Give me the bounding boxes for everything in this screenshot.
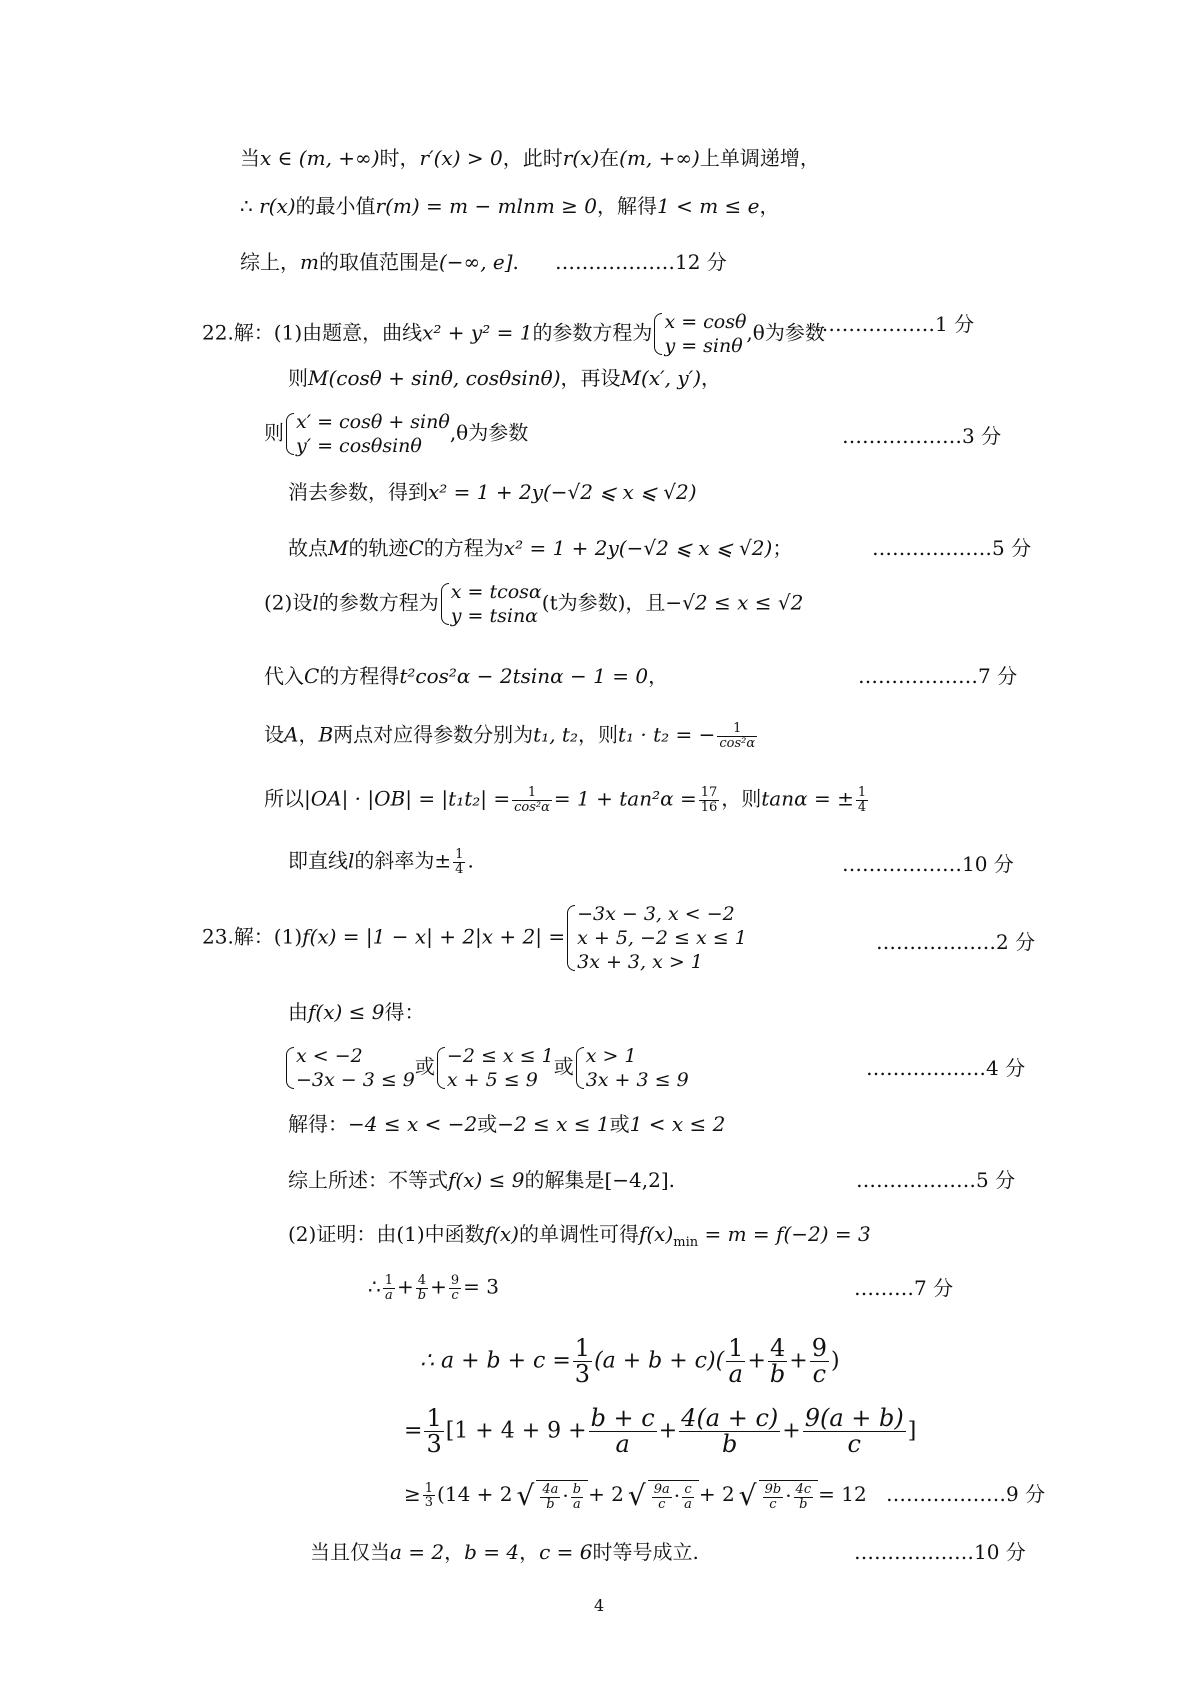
text-line <box>240 146 820 170</box>
text: 由 <box>288 1000 308 1024</box>
math: (−∞, e] <box>438 250 513 274</box>
math: −2 ≤ x ≤ 1 <box>497 1112 610 1136</box>
text: = <box>404 1418 423 1444</box>
fraction <box>589 1406 657 1457</box>
math: −√2 ≤ x ≤ √2 <box>665 590 804 615</box>
fraction <box>726 1336 745 1387</box>
text: 则 <box>288 366 308 390</box>
text-line <box>240 194 779 218</box>
text: ≥ <box>404 1482 421 1507</box>
fraction <box>453 848 465 876</box>
denominator: a <box>573 1496 581 1512</box>
text-line <box>264 664 668 688</box>
fraction <box>763 1483 784 1511</box>
text: 综上所述：不等式 <box>288 1168 448 1192</box>
text: ] <box>907 1418 917 1444</box>
text-line <box>264 410 528 458</box>
text: 或 <box>477 1112 498 1136</box>
score-mark: ………………9 分 <box>886 1482 1046 1506</box>
math: |OA| · |OB| = |t₁t₂| = <box>304 786 511 811</box>
fraction <box>383 1274 395 1302</box>
text: 则 <box>264 420 284 445</box>
text: 的方程得 <box>319 664 400 688</box>
text: ， <box>444 1540 465 1564</box>
text: 的轨迹 <box>348 536 409 560</box>
text: . <box>668 1168 676 1192</box>
denominator: 16 <box>700 799 718 815</box>
text: ∴ <box>240 194 260 218</box>
text: · <box>785 1483 792 1508</box>
equation: y = tsinα <box>450 605 539 627</box>
fraction <box>423 1482 435 1510</box>
fraction <box>571 1483 583 1511</box>
math: (14 + 2 <box>437 1482 513 1507</box>
text: ，则 <box>721 786 762 811</box>
text-line <box>288 480 697 504</box>
text: 22.解：(1)由题意，曲线 <box>202 320 423 345</box>
math: (m, +∞) <box>619 146 700 170</box>
text: 的斜率为 <box>354 848 435 873</box>
text: 故点 <box>288 536 328 560</box>
text: . <box>467 848 474 873</box>
text: ， <box>519 1540 540 1564</box>
text: + <box>430 1274 447 1299</box>
text-line <box>404 1406 916 1457</box>
text: ，此时 <box>502 146 563 170</box>
score-mark: ………………5 分 <box>872 536 1032 560</box>
denominator: c <box>658 1496 666 1512</box>
text: ， <box>648 664 669 688</box>
text-line <box>420 1336 840 1387</box>
text: 当 <box>240 146 260 170</box>
math: = 3 <box>463 1274 499 1299</box>
text: (2)设 <box>264 590 313 615</box>
text: 上单调递增， <box>699 146 820 170</box>
denominator: b <box>546 1496 555 1512</box>
text: 的方程为 <box>423 536 504 560</box>
text: ,θ为参数 <box>449 420 529 445</box>
numerator: 9(a + b) <box>804 1404 904 1432</box>
radicand <box>536 1480 588 1511</box>
radical-icon: √ <box>627 1478 646 1512</box>
fraction <box>540 1483 560 1511</box>
text: + <box>397 1274 414 1299</box>
numerator: 1 <box>574 1334 591 1362</box>
equation-system <box>574 1044 689 1092</box>
fraction <box>573 1336 592 1387</box>
math: = 1 + tan²α = <box>553 786 697 811</box>
equation: x′ = cosθ + sinθ <box>296 411 450 433</box>
text: 或 <box>553 1054 574 1079</box>
fraction <box>810 1336 829 1387</box>
denominator: c <box>769 1496 777 1512</box>
math: ± <box>434 848 452 873</box>
math: t²cos²α − 2tsinα − 1 = 0 <box>399 664 649 688</box>
equation: x > 1 <box>585 1045 637 1067</box>
denominator: c <box>812 1360 827 1389</box>
math: l <box>348 848 355 873</box>
fraction <box>794 1483 814 1511</box>
score-mark: ………………10 分 <box>854 1540 1026 1564</box>
denominator: c <box>847 1430 861 1459</box>
math: = 12 <box>818 1482 867 1507</box>
math: r(x) <box>259 194 296 218</box>
fraction <box>717 722 757 750</box>
text: 综上， <box>240 250 300 274</box>
text: ， <box>759 194 780 218</box>
math: tanα = ± <box>761 786 854 811</box>
question-22-line <box>202 310 825 358</box>
equation: −3x − 3, x < −2 <box>577 903 735 925</box>
math: c = 6 <box>539 1540 593 1564</box>
math: r(x) <box>562 146 600 170</box>
text: ， <box>701 366 721 390</box>
math: (a + b + c)( <box>594 1348 725 1374</box>
math: l <box>312 590 319 615</box>
equation: y = sinθ <box>664 335 743 357</box>
numerator: 1 <box>717 722 757 737</box>
math: f(x) <box>638 1222 674 1246</box>
numerator: b <box>572 1482 582 1497</box>
numerator: 1 <box>384 1273 394 1288</box>
numerator: 1 <box>512 786 552 801</box>
math: x ∈ (m, +∞) <box>260 146 380 170</box>
numerator: 9b <box>764 1482 782 1497</box>
numerator: 1 <box>857 785 867 800</box>
equation-system <box>284 410 450 458</box>
numerator: 9 <box>811 1334 827 1362</box>
text: ，解得 <box>597 194 657 218</box>
math: B <box>318 722 334 747</box>
text: ，再设 <box>560 366 621 390</box>
text-line <box>284 1044 689 1092</box>
math: M(x′, y′) <box>620 366 701 390</box>
text: 的取值范围是 <box>318 250 439 274</box>
numerator: 17 <box>700 785 718 800</box>
text: 消去参数，得到 <box>288 480 428 504</box>
math: + 2 <box>698 1482 735 1507</box>
math: f(x) <box>484 1222 519 1246</box>
numerator: 1 <box>426 1404 442 1432</box>
text: 的解集是 <box>524 1168 605 1192</box>
text-line <box>288 1000 424 1024</box>
fraction <box>416 1274 428 1302</box>
text-line <box>264 786 870 814</box>
piecewise-system <box>565 902 747 974</box>
text-line <box>404 1480 867 1511</box>
math: A <box>284 722 299 747</box>
denominator: 3 <box>424 1495 434 1511</box>
equation-system <box>435 1044 554 1092</box>
denominator: a <box>728 1360 743 1389</box>
denominator: c <box>451 1287 459 1303</box>
math: f(x) ≤ 9 <box>448 1168 525 1192</box>
score-mark: ………………2 分 <box>876 930 1036 954</box>
equation: 3x + 3 ≤ 9 <box>585 1069 689 1091</box>
math: b = 4 <box>464 1540 520 1564</box>
fraction <box>449 1274 461 1302</box>
math: a = 2 <box>390 1540 445 1564</box>
text: + <box>789 1348 808 1374</box>
numerator: b + c <box>590 1404 655 1432</box>
text-line <box>288 1168 675 1192</box>
math: C <box>408 536 424 560</box>
text: 在 <box>599 146 620 170</box>
math: t₁, t₂ <box>533 722 578 747</box>
text: 得： <box>384 1000 425 1024</box>
fraction <box>679 1406 780 1457</box>
fraction <box>803 1406 906 1457</box>
radicand <box>648 1480 699 1511</box>
text: 所以 <box>264 786 304 811</box>
math: f(x) ≤ 9 <box>308 1000 385 1024</box>
numerator: 4c <box>795 1482 812 1497</box>
numerator: 1 <box>728 1334 744 1362</box>
text-line <box>310 1540 699 1564</box>
numerator: 9a <box>653 1482 670 1497</box>
denominator: 4 <box>455 861 464 877</box>
denominator: 4 <box>857 799 867 815</box>
text: 或 <box>414 1054 435 1079</box>
denominator: b <box>417 1287 427 1303</box>
fraction <box>424 1406 443 1457</box>
subscript: min <box>673 1235 699 1250</box>
text-line <box>288 536 792 560</box>
numerator: c <box>682 1483 694 1498</box>
denominator: a <box>384 1287 393 1303</box>
math: x² = 1 + 2y(−√2 ⩽ x ⩽ √2) <box>428 480 697 504</box>
denominator: cos²α <box>719 735 756 751</box>
text: 时等号成立. <box>592 1540 699 1564</box>
text-line <box>288 366 721 390</box>
text: ∴ <box>368 1274 381 1299</box>
math: M <box>328 536 349 560</box>
score-mark: ………………1 分 <box>815 312 975 336</box>
question-23-line <box>202 902 747 974</box>
score-mark: ………………12 分 <box>555 250 727 274</box>
score-mark: ………………3 分 <box>842 424 1002 448</box>
numerator: 9 <box>450 1273 460 1288</box>
text: 解得： <box>288 1112 348 1136</box>
text: 即直线 <box>288 848 348 873</box>
math: 1 < m ≤ e <box>657 194 760 218</box>
page-number: 4 <box>594 1596 605 1615</box>
text: · <box>562 1483 569 1508</box>
equation-system <box>284 1044 415 1092</box>
math: [1 + 4 + 9 + <box>445 1418 587 1444</box>
text-line <box>288 1222 871 1255</box>
fraction <box>512 786 552 814</box>
text: + <box>782 1418 801 1444</box>
math: x² + y² = 1 <box>422 320 533 345</box>
math: = m = f(−2) = 3 <box>698 1222 871 1246</box>
fraction <box>856 786 868 814</box>
text-line <box>240 250 519 274</box>
text: 当且仅当 <box>310 1540 390 1564</box>
text-line <box>264 580 803 628</box>
score-mark: ………………10 分 <box>842 852 1014 876</box>
denominator: 3 <box>574 1360 591 1389</box>
text: 23.解：(1) <box>202 924 303 949</box>
score-mark: ………7 分 <box>854 1276 954 1300</box>
text: 代入 <box>264 664 304 688</box>
math: x² = 1 + 2y(−√2 ⩽ x ⩽ √2) <box>503 536 773 560</box>
math: −4 ≤ x < −2 <box>348 1112 478 1136</box>
math: [−4,2] <box>604 1168 669 1192</box>
text-line <box>288 1112 725 1136</box>
math: r(m) = m − mlnm ≥ 0 <box>375 194 597 218</box>
text: 的参数方程为 <box>318 590 439 615</box>
math: m <box>300 250 319 274</box>
math: f(x) = |1 − x| + 2|x + 2| = <box>302 924 566 949</box>
math: ∴ a + b + c = <box>420 1348 571 1374</box>
equation: x + 5 ≤ 9 <box>446 1069 538 1091</box>
text: 的单调性可得 <box>518 1222 639 1246</box>
equation: y′ = cosθsinθ <box>296 435 422 457</box>
equation: 3x + 3, x > 1 <box>577 951 703 973</box>
text: (2)证明：由(1)中函数 <box>288 1222 485 1246</box>
text: ) <box>830 1348 840 1374</box>
denominator: 3 <box>426 1430 442 1459</box>
text: 时， <box>379 146 420 170</box>
equation: x = cosθ <box>664 311 747 333</box>
text: 设 <box>264 722 284 747</box>
math: t₁ · t₂ = − <box>617 722 716 747</box>
denominator: b <box>799 1496 808 1512</box>
equation: −2 ≤ x ≤ 1 <box>446 1045 554 1067</box>
fraction <box>652 1483 672 1511</box>
text-line <box>288 848 474 876</box>
denominator: b <box>722 1430 738 1459</box>
equation-system <box>652 310 746 358</box>
text: 两点对应得参数分别为 <box>333 722 534 747</box>
equation: x + 5, −2 ≤ x ≤ 1 <box>577 927 747 949</box>
text: (t为参数)，且 <box>541 590 666 615</box>
text: . <box>512 250 519 274</box>
radical-icon: √ <box>738 1478 757 1512</box>
text: ； <box>772 536 793 560</box>
numerator: 4a <box>542 1482 559 1497</box>
text: ， <box>298 722 319 747</box>
text: ，则 <box>577 722 618 747</box>
fraction <box>768 1336 787 1387</box>
math: r′(x) > 0 <box>419 146 503 170</box>
denominator: a <box>684 1496 692 1512</box>
equation-system <box>439 580 542 628</box>
text-line <box>368 1274 499 1302</box>
radicand <box>759 1480 819 1511</box>
denominator: b <box>769 1360 786 1389</box>
text-line <box>264 722 759 750</box>
score-mark: ………………5 分 <box>856 1168 1016 1192</box>
numerator: 4(a + c) <box>681 1404 779 1432</box>
text: ,θ为参数 <box>746 320 825 345</box>
text: + <box>747 1348 766 1374</box>
numerator: 1 <box>455 847 464 862</box>
text: 的最小值 <box>295 194 376 218</box>
radical-icon: √ <box>516 1478 535 1512</box>
score-mark: ………………4 分 <box>866 1056 1026 1080</box>
denominator: cos²α <box>514 799 550 815</box>
numerator: 4 <box>768 1336 787 1362</box>
fraction <box>682 1483 694 1511</box>
equation: −3x − 3 ≤ 9 <box>296 1069 415 1091</box>
numerator: 1 <box>424 1480 434 1496</box>
text: · <box>673 1483 681 1508</box>
numerator: 4 <box>416 1274 428 1289</box>
text: + <box>658 1418 678 1444</box>
denominator: a <box>615 1430 630 1459</box>
text: 的参数方程为 <box>532 320 653 345</box>
fraction <box>699 786 720 814</box>
equation: x < −2 <box>296 1045 363 1067</box>
text: 或 <box>609 1112 630 1136</box>
math: 1 < x ≤ 2 <box>629 1112 726 1136</box>
score-mark: ………………7 分 <box>858 664 1018 688</box>
math: + 2 <box>588 1482 624 1507</box>
math: C <box>304 664 320 688</box>
equation: x = tcosα <box>450 581 542 603</box>
math: M(cosθ + sinθ, cosθsinθ) <box>308 366 561 390</box>
